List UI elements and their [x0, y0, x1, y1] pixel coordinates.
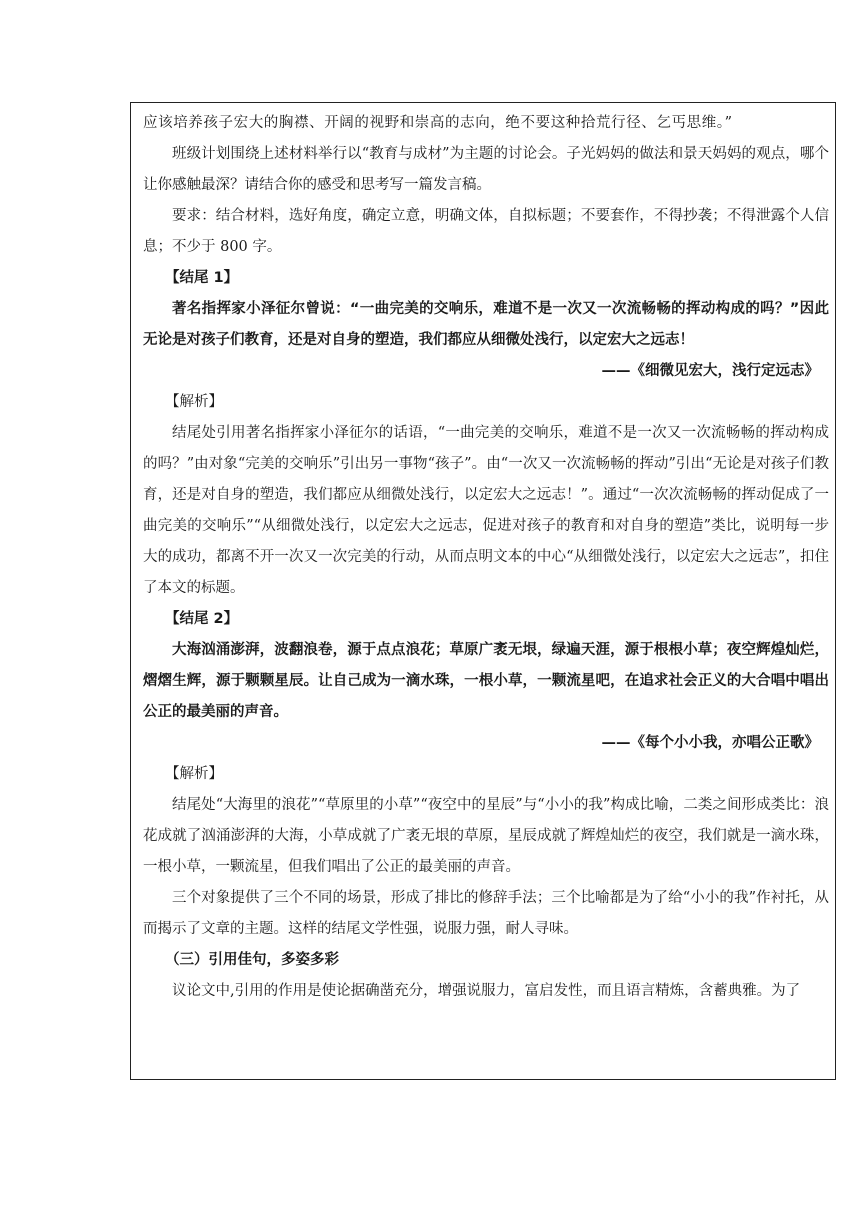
document-body	[143, 108, 829, 1007]
ending2-heading: 【结尾 2】	[165, 611, 239, 627]
section3-body: 议论文中,引用的作用是使论据确凿充分，增强说服力，富启发性，而且语言精炼，含蓄典雅。为了	[172, 983, 801, 999]
ending1-quote: 著名指挥家小泽征尔曾说：“一曲完美的交响乐，难道不是一次又一次流畅畅的挥动构成的吗？”因此无论是对孩子们教育，还是对自身的塑造，我们都应从细微处浅行，以定宏大之远志！	[143, 301, 829, 348]
ending2-analysis-2: 三个对象提供了三个不同的场景，形成了排比的修辞手法；三个比喻都是为了给“小小的我”作衬托，从而揭示了文章的主题。这样的结尾文学性强，说服力强，耐人寻味。	[143, 890, 829, 937]
ending2-source: ——《每个小小我，亦唱公正歌》	[601, 735, 819, 751]
ending1-heading: 【结尾 1】	[165, 270, 239, 286]
ending2-analysis-label: 【解析】	[165, 766, 223, 782]
section3-heading: （三）引用佳句，多姿多彩	[165, 952, 339, 968]
task-paragraph: 班级计划围绕上述材料举行以“教育与成材”为主题的讨论会。子光妈妈的做法和景天妈妈的观点，哪个让你感触最深？请结合你的感受和思考写一篇发言稿。	[143, 146, 829, 193]
ending2-quote: 大海汹涌澎湃，波翻浪卷，源于点点浪花；草原广袤无垠，绿遍天涯，源于根根小草；夜空辉煌灿烂，熠熠生辉，源于颗颗星辰。让自己成为一滴水珠，一根小草，一颗流星吧，在追求社会正义的大合唱中唱出公正的最美丽的声音。	[143, 642, 829, 720]
ending2-analysis-1: 结尾处“大海里的浪花”“草原里的小草”“夜空中的星辰”与“小小的我”构成比喻，二类之间形成类比：浪花成就了汹涌澎湃的大海，小草成就了广袤无垠的草原，星辰成就了辉煌灿烂的夜空，我们就是一滴水珠，一根小草，一颗流星，但我们唱出了公正的最美丽的声音。	[143, 797, 829, 875]
requirement-paragraph: 要求：结合材料，选好角度，确定立意，明确文体，自拟标题；不要套作，不得抄袭；不得泄露个人信息；不少于 800 字。	[143, 208, 829, 255]
ending1-analysis: 结尾处引用著名指挥家小泽征尔的话语，“一曲完美的交响乐，难道不是一次又一次流畅畅的挥动构成的吗？”由对象“完美的交响乐”引出另一事物“孩子”。由“一次又一次流畅畅的挥动”引出“无论是对孩子们教育，还是对自身的塑造，我们都应从细微处浅行，以定宏大之远志！”。通过“一次次流畅畅的挥动促成了一曲完美的交响乐”“从细微处浅行，以定宏大之远志，促进对孩子的教育和对自身的塑造”类比，说明每一步大的成功，都离不开一次又一次完美的行动，从而点明文本的中心“从细微处浅行，以定宏大之远志”，扣住了本文的标题。	[143, 425, 830, 596]
intro-line: 应该培养孩子宏大的胸襟、开阔的视野和崇高的志向，绝不要这种拾荒行径、乞丐思维。”	[143, 115, 733, 131]
ending1-analysis-label: 【解析】	[165, 394, 223, 410]
ending1-source: ——《细微见宏大，浅行定远志》	[601, 363, 819, 379]
